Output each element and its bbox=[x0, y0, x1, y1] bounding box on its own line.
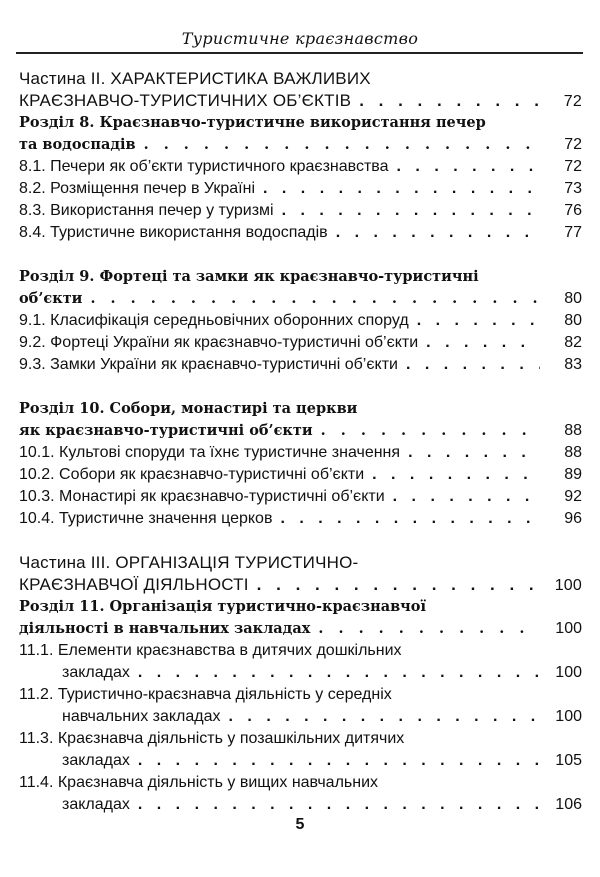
section-gap bbox=[19, 376, 582, 398]
page-ref: 89 bbox=[564, 466, 582, 483]
toc-item-11-4[interactable] bbox=[19, 772, 582, 816]
toc-item-title: 10.3. Монастирі як краєзнавчо-туристичні об’єкти bbox=[19, 488, 385, 505]
leader-dots bbox=[229, 706, 540, 728]
page-ref: 76 bbox=[564, 202, 582, 219]
leader-dots bbox=[397, 156, 540, 178]
toc-section-11[interactable] bbox=[19, 596, 582, 640]
page-ref: 82 bbox=[564, 334, 582, 351]
toc-item-title-line1: 11.4. Краєзнавча діяльність у вищих навчальних bbox=[19, 774, 379, 791]
leader-dots bbox=[406, 354, 540, 376]
toc-item-8-3[interactable] bbox=[19, 200, 582, 222]
leader-dots bbox=[417, 310, 540, 332]
toc-section-10-title-line2: як краєзнавчо-туристичні об’єкти bbox=[19, 422, 313, 439]
toc-section-10-title-line1: Розділ 10. Собори, монастирі та церкви bbox=[19, 400, 358, 417]
toc-item-title: 10.1. Культові споруди та їхнє туристичне значення bbox=[19, 444, 401, 461]
page-ref: 83 bbox=[564, 356, 582, 373]
leader-dots bbox=[321, 420, 540, 442]
toc-part-3-title-line1: Частина ІІІ. ОРГАНІЗАЦІЯ ТУРИСТИЧНО- bbox=[19, 553, 359, 572]
toc-item-8-1[interactable] bbox=[19, 156, 582, 178]
toc-item-title-line1: 11.3. Краєзнавча діяльність у позашкільних дитячих bbox=[19, 730, 405, 747]
toc-item-11-1[interactable] bbox=[19, 640, 582, 684]
toc-item-11-2[interactable] bbox=[19, 684, 582, 728]
toc-item-title: 9.1. Класифікація середньовічних оборонних споруд bbox=[19, 312, 409, 329]
header-rule bbox=[16, 52, 583, 54]
toc-item-title-line1: 11.1. Елементи краєзнавства в дитячих дошкільних bbox=[19, 642, 402, 659]
toc-item-9-1[interactable] bbox=[19, 310, 582, 332]
toc-section-8-title-line2: та водоспадів bbox=[19, 136, 136, 153]
toc-part-2-title-line2: КРАЄЗНАВЧО-ТУРИСТИЧНИХ ОБ’ЄКТІВ bbox=[19, 91, 352, 110]
toc-section-9-title-line2: об’єкти bbox=[19, 290, 83, 307]
toc-section-11-title-line2: діяльності в навчальних закладах bbox=[19, 620, 311, 637]
page-ref: 96 bbox=[564, 510, 582, 527]
leader-dots bbox=[144, 134, 540, 156]
toc-item-10-3[interactable] bbox=[19, 486, 582, 508]
page-ref: 72 bbox=[563, 93, 582, 110]
toc-item-10-2[interactable] bbox=[19, 464, 582, 486]
page-ref: 72 bbox=[564, 136, 582, 153]
toc-item-9-2[interactable] bbox=[19, 332, 582, 354]
page-ref: 80 bbox=[564, 312, 582, 329]
running-header: Туристичне краєзнавство bbox=[181, 29, 419, 48]
page-ref: 88 bbox=[564, 444, 582, 461]
page-ref: 100 bbox=[555, 664, 582, 681]
leader-dots bbox=[263, 178, 540, 200]
toc-part-2-title-line1: Частина ІІ. ХАРАКТЕРИСТИКА ВАЖЛИВИХ bbox=[19, 69, 371, 88]
toc-item-title-line2: закладах bbox=[62, 796, 130, 813]
toc-item-title: 10.4. Туристичне значення церков bbox=[19, 510, 273, 527]
section-gap bbox=[19, 244, 582, 266]
toc-part-2[interactable] bbox=[19, 68, 582, 112]
toc-item-title: 9.2. Фортеці України як краєзнавчо-туристичні об’єкти bbox=[19, 334, 419, 351]
toc-section-8-title-line1: Розділ 8. Краєзнавчо-туристичне використання печер bbox=[19, 114, 486, 131]
toc-part-3-title-line2: КРАЄЗНАВЧОЇ ДІЯЛЬНОСТІ bbox=[19, 575, 249, 594]
leader-dots bbox=[336, 222, 540, 244]
toc-item-title-line1: 11.2. Туристично-краєзнавча діяльність у середніх bbox=[19, 686, 392, 703]
page-ref: 73 bbox=[564, 180, 582, 197]
toc-item-11-3[interactable] bbox=[19, 728, 582, 772]
page-ref: 92 bbox=[564, 488, 582, 505]
page-ref: 100 bbox=[555, 708, 582, 725]
leader-dots bbox=[393, 486, 540, 508]
leader-dots bbox=[257, 574, 540, 596]
leader-dots bbox=[138, 662, 540, 684]
toc-section-8[interactable] bbox=[19, 112, 582, 156]
table-of-contents bbox=[19, 68, 582, 816]
leader-dots bbox=[359, 90, 540, 112]
toc-section-10[interactable] bbox=[19, 398, 582, 442]
page-ref: 106 bbox=[555, 796, 582, 813]
toc-item-title-line2: закладах bbox=[62, 752, 130, 769]
toc-item-8-2[interactable] bbox=[19, 178, 582, 200]
toc-item-title: 10.2. Собори як краєзнавчо-туристичні об’єкти bbox=[19, 466, 365, 483]
toc-item-title: 8.3. Використання печер у туризмі bbox=[19, 202, 274, 219]
page-ref: 80 bbox=[564, 290, 582, 307]
toc-item-10-1[interactable] bbox=[19, 442, 582, 464]
leader-dots bbox=[90, 288, 540, 310]
page-ref: 88 bbox=[564, 422, 582, 439]
leader-dots bbox=[408, 442, 540, 464]
leader-dots bbox=[280, 508, 540, 530]
toc-item-title-line2: закладах bbox=[62, 664, 130, 681]
toc-section-11-title-line1: Розділ 11. Організація туристично-краєзнавчої bbox=[19, 598, 426, 615]
leader-dots bbox=[372, 464, 540, 486]
toc-item-9-3[interactable] bbox=[19, 354, 582, 376]
leader-dots bbox=[138, 794, 540, 816]
toc-item-title: 8.4. Туристичне використання водоспадів bbox=[19, 224, 328, 241]
leader-dots bbox=[138, 750, 540, 772]
leader-dots bbox=[426, 332, 540, 354]
page-ref: 100 bbox=[555, 620, 582, 637]
toc-item-8-4[interactable] bbox=[19, 222, 582, 244]
page-number: 5 bbox=[295, 816, 305, 833]
toc-item-title: 8.1. Печери як об’єкти туристичного краєзнавства bbox=[19, 158, 389, 175]
section-gap bbox=[19, 530, 582, 552]
page-ref: 72 bbox=[564, 158, 582, 175]
toc-part-3[interactable] bbox=[19, 552, 582, 596]
leader-dots bbox=[282, 200, 540, 222]
page-ref: 105 bbox=[555, 752, 582, 769]
toc-item-title: 9.3. Замки України як краєнавчо-туристичні об’єкти bbox=[19, 356, 398, 373]
toc-section-9-title-line1: Розділ 9. Фортеці та замки як краєзнавчо-туристичні bbox=[19, 268, 479, 285]
toc-item-title: 8.2. Розміщення печер в Україні bbox=[19, 180, 256, 197]
toc-section-9[interactable] bbox=[19, 266, 582, 310]
leader-dots bbox=[318, 618, 540, 640]
toc-item-title-line2: навчальних закладах bbox=[62, 708, 221, 725]
page-ref: 77 bbox=[564, 224, 582, 241]
toc-item-10-4[interactable] bbox=[19, 508, 582, 530]
page-ref: 100 bbox=[554, 577, 582, 594]
